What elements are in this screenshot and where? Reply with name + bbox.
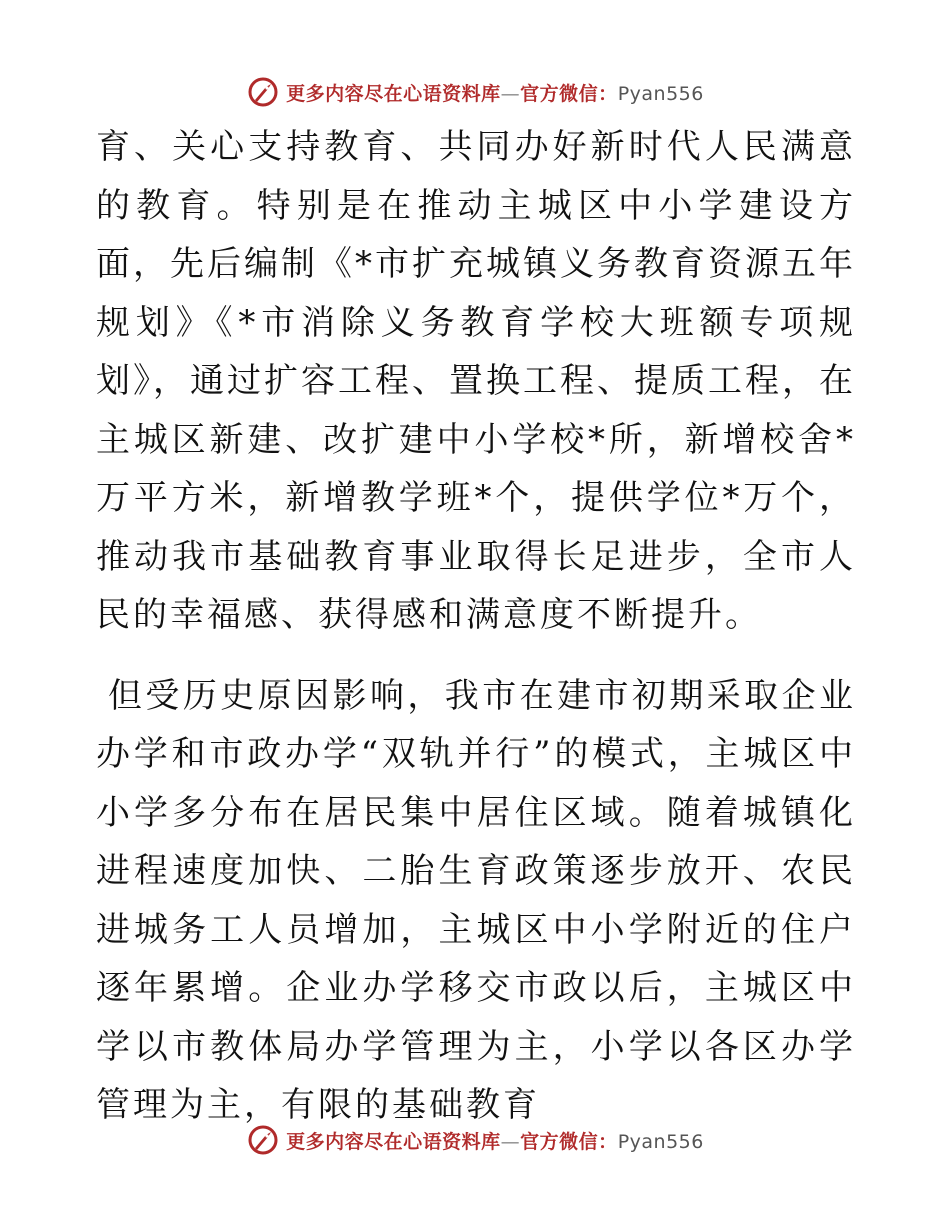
header-wechat-id: Pyan556 bbox=[617, 82, 704, 105]
footer-text bbox=[286, 1127, 704, 1154]
pen-nib-logo-icon bbox=[246, 1123, 280, 1157]
footer-banner bbox=[0, 1118, 950, 1162]
paragraph-1: 育、关心支持教育、共同办好新时代人民满意的教育。特别是在推动主城区中小学建设方面，先后编制《*市扩充城镇义务教育资源五年规划》《*市消除义务教育学校大班额专项规划》，通过扩容工程、置换工程、提质工程，在主城区新建、改扩建中小学校*所，新增校舍*万平方米，新增教学班*个，提供学位*万个，推动我市基础教育事业取得长足进步，全市人民的幸福感、获得感和满意度不断提升。 bbox=[96, 127, 856, 635]
paragraph-2: 但受历史原因影响，我市在建市初期采取企业办学和市政办学“双轨并行”的模式，主城区中小学多分布在居民集中居住区域。随着城镇化进程速度加快、二胎生育政策逐步放开、农民进城务工人员增加，主城区中小学附近的住户逐年累增。企业办学移交市政以后，主城区中学以市教体局办学管理为主，小学以各区办学管理为主，有限的基础教育 bbox=[96, 675, 856, 1125]
header-separator: — bbox=[500, 82, 521, 105]
document-body bbox=[96, 118, 856, 1135]
footer-brand: 更多内容尽在心语资料库 bbox=[286, 1130, 501, 1153]
header-banner bbox=[0, 70, 950, 114]
header-brand: 更多内容尽在心语资料库 bbox=[286, 82, 501, 105]
footer-separator: — bbox=[500, 1130, 521, 1153]
footer-wechat-id: Pyan556 bbox=[617, 1130, 704, 1153]
footer-wechat-label: 官方微信： bbox=[520, 1130, 618, 1153]
header-wechat-label: 官方微信： bbox=[520, 82, 618, 105]
header-text bbox=[286, 79, 704, 106]
pen-nib-logo-icon bbox=[246, 75, 280, 109]
